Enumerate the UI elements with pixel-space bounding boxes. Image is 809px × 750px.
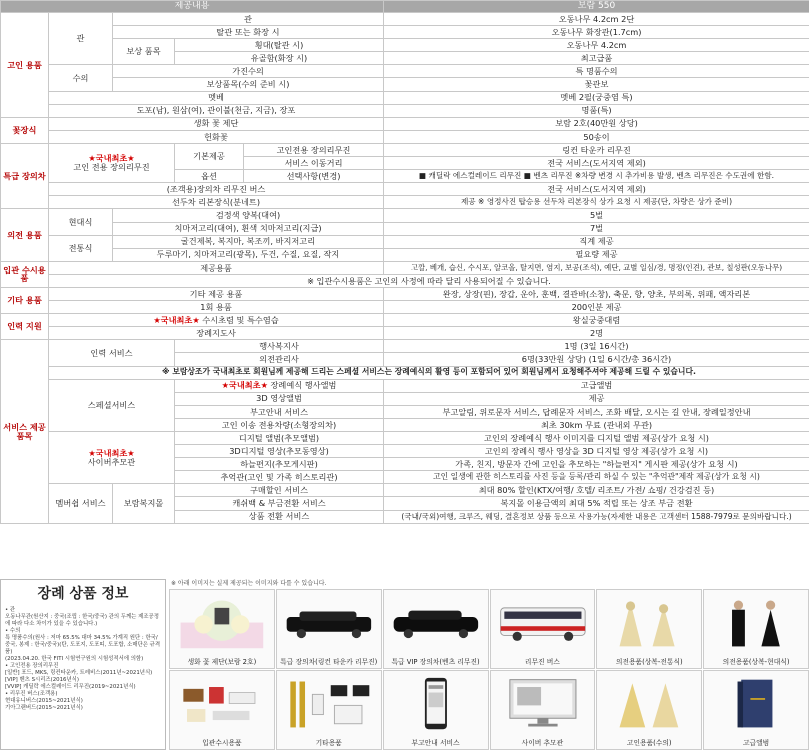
gallery-item	[169, 670, 275, 750]
shroud-icon	[603, 676, 695, 731]
row-label: 장례지도사	[49, 327, 384, 340]
row-value: 완장, 상장(핀), 장갑, 운아, 훈백, 결관바(소창), 축문, 향, 양초, 부의록, 위패, 액자리본	[384, 287, 809, 300]
row-value: 멧베 2필(궁중염 특)	[384, 91, 809, 104]
bottom-section	[0, 579, 809, 750]
row-label: 부고안내 서비스	[175, 405, 384, 418]
gallery-caption: 리무진 버스	[524, 658, 560, 666]
row-label: 선두차 리본장식(분네트)	[49, 196, 384, 209]
row-value: 링컨 타운카 리무진	[384, 143, 809, 156]
row-label-text: 수시초렴 및 특수염습	[199, 314, 279, 325]
gallery-item	[703, 670, 809, 750]
row-value: 50송이	[384, 130, 809, 143]
category-service: 서비스 제공품목	[1, 340, 49, 523]
row-value: 제공 ※ 영정사진 탑승용 선두차 리본장식 상가 요청 시 제공(단, 차량은 상가 준비)	[384, 196, 809, 209]
limousine-icon	[283, 595, 375, 650]
gallery-item	[596, 589, 702, 669]
flower-altar-icon	[176, 595, 268, 650]
table-row	[1, 432, 809, 445]
table-header	[1, 1, 809, 13]
row-value: 오동나무 화장관(1.7cm)	[384, 26, 809, 39]
row-value: 7벌	[384, 222, 809, 235]
row-label: 제공용품	[49, 261, 384, 274]
misc-supplies-icon	[283, 676, 375, 731]
gallery-caption: 사이버 추모관	[521, 739, 564, 747]
row-label: 도포(남), 원삼(여), 관이불(천금, 지금), 장포	[49, 104, 384, 117]
modern-mourning-icon	[710, 595, 802, 650]
sub-staffsvc: 인력 서비스	[49, 340, 175, 366]
row-label: (조객용)장의차 리무진 버스	[49, 183, 384, 196]
row-label	[49, 314, 384, 327]
table-row	[1, 26, 809, 39]
table-row	[1, 65, 809, 78]
row-label: 유골함(화장 시)	[175, 52, 384, 65]
row-label: 행사복지사	[175, 340, 384, 353]
gallery-note: ※ 아래 이미지는 실제 제공되는 이미지와 다를 수 있습니다.	[171, 580, 327, 587]
row-label: 두루마기, 치마저고리(광목), 두건, 수질, 요질, 작지	[113, 248, 384, 261]
table-row	[1, 327, 809, 340]
category-etc: 기타 용품	[1, 287, 49, 313]
row-value: 최초 30km 무료 (관내외 무관)	[384, 418, 809, 431]
row-label: 굴건제복, 복지마, 복조끼, 바지저고리	[113, 235, 384, 248]
gallery-item	[276, 670, 382, 750]
row-value: 특 명품수의	[384, 65, 809, 78]
table-row	[1, 78, 809, 91]
table-row	[1, 287, 809, 300]
gallery-caption: 생화 꽃 제단(보람 2호)	[187, 658, 257, 666]
gallery-item	[383, 670, 489, 750]
row-value: 명품(특)	[384, 104, 809, 117]
album-icon	[710, 676, 802, 731]
row-label: 관	[113, 13, 384, 26]
table-row	[1, 484, 809, 497]
gallery-item	[596, 670, 702, 750]
table-row	[1, 13, 809, 26]
sub-shroud: 수의	[49, 65, 113, 91]
category-staff: 인력 지원	[1, 314, 49, 340]
gallery-item	[490, 670, 596, 750]
sub-burial: 보상 품목	[113, 39, 175, 65]
gallery-item	[490, 589, 596, 669]
row-value: 고인의 장례예식 행사 이미지를 디지털 앨범 제공(상가 요청 시)	[384, 432, 809, 445]
row-value: 꽃관보	[384, 78, 809, 91]
table-row	[1, 314, 809, 327]
row-label	[175, 379, 384, 392]
gallery-caption: 의전용품(상복-전통식)	[615, 658, 683, 666]
row-value: 고인 일생에 관한 히스토리를 사진 등을 등록/관리 하실 수 있는 "추억관"제작 제공(상가 요청 시)	[384, 471, 809, 484]
row-value: (국내/국외)여행, 크루즈, 웨딩, 결혼정보 상품 등으로 사용가능(자세한 내용은 고객센터 1588-7979로 문의바랍니다.)	[384, 510, 809, 523]
sub-welfare: 보람복지몰	[113, 484, 175, 523]
phone-icon	[390, 676, 482, 731]
row-label: 추억관(고인 및 가족 히스토리관)	[175, 471, 384, 484]
row-value: 1명 (3일 16시간)	[384, 340, 809, 353]
sub-option: 옵션	[175, 170, 244, 183]
product-info-box	[0, 579, 166, 750]
row-label: 탈관 또는 화장 시	[113, 26, 384, 39]
gallery-caption: 기타용품	[315, 739, 342, 747]
category-deceased: 고인 용품	[1, 13, 49, 118]
traditional-mourning-icon	[603, 595, 695, 650]
category-flower: 꽃장식	[1, 117, 49, 143]
sub-member: 멤버쉽 서비스	[49, 484, 113, 523]
row-value: 2명	[384, 327, 809, 340]
gallery-caption: 의전용품(상복-현대식)	[722, 658, 790, 666]
row-label: 치마저고리(대여), 흰색 치마저고리(지급)	[113, 222, 384, 235]
table-row	[1, 222, 809, 235]
gallery-caption: 고인용품(수의)	[626, 739, 672, 747]
row-label: 디지털 앨범(추모앨범)	[175, 432, 384, 445]
row-value: 제공	[384, 392, 809, 405]
table-row	[1, 366, 809, 379]
category-entry: 입관 수시용품	[1, 261, 49, 287]
row-label: 생화 꽃 제단	[49, 117, 384, 130]
entry-note: ※ 입관수시용품은 고인의 사정에 따라 달리 사용되어질 수 있습니다.	[49, 274, 809, 287]
first-in-korea-mark: ★국내최초★	[153, 314, 200, 325]
row-label: 3D 영상앨범	[175, 392, 384, 405]
table-row	[1, 235, 809, 248]
table-row	[1, 301, 809, 314]
gallery-item	[169, 589, 275, 669]
special-note: ※ 보람상조가 국내최초로 회원님께 제공해 드리는 스페셜 서비스는 장례예식의 활영 등이 포함되어 있어 회원님께서 요청해주셔야 제공해 드릴 수 있습니다.	[49, 366, 809, 379]
row-value: 부고알림, 위로문자 서비스, 답례문자 서비스, 조화 배달, 오시는 길 안내, 장례일정안내	[384, 405, 809, 418]
gallery-item	[276, 589, 382, 669]
table-row	[1, 209, 809, 222]
gallery-caption: 입관수시용품	[202, 739, 242, 747]
category-mourner: 의전 용품	[1, 209, 49, 261]
category-vehicle: 특급 장의차	[1, 143, 49, 208]
row-label: 고인전용 장의리무진	[244, 143, 384, 156]
row-value: 최대 80% 할인(KTX/여행/ 호텔/ 리조트/ 가전/ 쇼핑/ 건강검진 등)	[384, 484, 809, 497]
row-label: 선택사항(변경)	[244, 170, 384, 183]
sub-limo	[49, 143, 175, 182]
row-label: 검정색 양복(대여)	[113, 209, 384, 222]
sub-special: 스페셜서비스	[49, 379, 175, 431]
row-value: 고깔, 베개, 습신, 수시포, 알코올, 탈지면, 염지, 보공(조석), 예단, 교별 일심/경, 명정(인견), 관보, 칠성판(오동나무)	[384, 261, 809, 274]
row-value: ■ 캐딜락 에스컬레이드 리무진 ■ 벤츠 리무진 ※차량 변경 시 추가비용 발생, 벤츠 리무진은 수도권에 한함.	[384, 170, 809, 183]
product-info-text: • 관 오동나무관(원산지 : 중국(조립 : 한국/중국) 관의 두께는 제조공정에 따라 다소 차이가 있을 수 있습니다.) • 수의 특 명품수의(원사 : 저마 65.5% 대마 34.5% 가계직 원단 : 한국/중국, 봉제 : 한국/중국)(탄, 도포지, 도포띠, 도포합, 소매단은 규격품) (2023.04.20. 한국 FITI 시험연구원의 시험성적서에 의함) • 고인전용 장의리무진 [일반] 포드, MKS, 링컨타운카, 트레비스(2011년~2021년식) [VIP] 벤츠 S시리즈(2016년식) [VVIP] 캐딜락 에스컬레이드 리무진(2019~2021년식) • 리무진 버스(조객용) 현대유니버스(2015~2021년식) 기아그랜버드(2015~2021년식)	[5, 607, 161, 712]
row-label: 고인 이송 전용차량(소형장의차)	[175, 418, 384, 431]
product-info-title: 장례 상품 정보	[37, 586, 129, 602]
table-row	[1, 130, 809, 143]
first-in-korea-mark: ★국내최초★	[221, 380, 268, 391]
table-row	[1, 104, 809, 117]
row-label: 의전관리사	[175, 353, 384, 366]
monitor-icon	[497, 676, 589, 731]
gallery-item	[703, 589, 809, 669]
header-content: 제공내용	[1, 1, 384, 13]
table-row	[1, 196, 809, 209]
row-label: 횡대(탈관 시)	[175, 39, 384, 52]
row-label: 헌화꽃	[49, 130, 384, 143]
table-row	[1, 261, 809, 274]
table-row	[1, 248, 809, 261]
row-label: 캐쉬백 & 부금전환 서비스	[175, 497, 384, 510]
row-value: 오동나무 4.2cm	[384, 39, 809, 52]
row-value: 최고급품	[384, 52, 809, 65]
row-label: 가진수의	[113, 65, 384, 78]
sub-coffin: 관	[49, 13, 113, 65]
sub-modern: 현대식	[49, 209, 113, 235]
row-value: 6명(33만원 상당) (1일 6시간/총 36시간)	[384, 353, 809, 366]
row-value: 복지몰 이용금액의 최대 5% 적립 또는 상조 부금 전환	[384, 497, 809, 510]
row-value: 직계 제공	[384, 235, 809, 248]
row-value: 오동나무 4.2cm 2단	[384, 13, 809, 26]
row-label-text: 장례예식 행사앨범	[267, 380, 337, 391]
table-row	[1, 183, 809, 196]
sub-traditional: 전통식	[49, 235, 113, 261]
header-product: 보람 550	[384, 1, 809, 13]
sub-basic: 기본제공	[175, 143, 244, 169]
row-label: 1회 용품	[49, 301, 384, 314]
table-row	[1, 91, 809, 104]
row-value: 전국 서비스(도서지역 제외)	[384, 157, 809, 170]
row-value: 고인의 장례식 행사 영상을 3D 디지털 영상 제공(상가 요청 시)	[384, 445, 809, 458]
row-value: 왕실궁중대렴	[384, 314, 809, 327]
table-row	[1, 117, 809, 130]
row-value: 5벌	[384, 209, 809, 222]
sub-limo-label: 고인 전용 장의리무진	[73, 162, 150, 173]
product-gallery	[169, 579, 809, 750]
first-in-korea-mark: ★국내최초★	[88, 153, 135, 164]
table-row	[1, 340, 809, 353]
table-row	[1, 143, 809, 156]
row-value: 200인분 제공	[384, 301, 809, 314]
row-label: 3D디지털 영상(추모동영상)	[175, 445, 384, 458]
sub-cyber-label: 사이버추모관	[87, 456, 136, 467]
gallery-caption: 부고안내 서비스	[411, 739, 460, 747]
gallery-grid	[169, 589, 809, 750]
gallery-item	[383, 589, 489, 669]
row-label: 구매할인 서비스	[175, 484, 384, 497]
row-value: 필요량 제공	[384, 248, 809, 261]
sub-cyber	[49, 432, 175, 484]
gallery-caption: 고급앨범	[742, 739, 770, 747]
table-row	[1, 274, 809, 287]
row-label: 기타 제공 용품	[49, 287, 384, 300]
row-value: 전국 서비스(도서지역 제외)	[384, 183, 809, 196]
row-label: 서비스 이동거리	[244, 157, 384, 170]
row-label: 상품 전환 서비스	[175, 510, 384, 523]
first-in-korea-mark: ★국내최초★	[88, 448, 135, 459]
row-label: 멧베	[49, 91, 384, 104]
row-value: 고급앨범	[384, 379, 809, 392]
limousine-icon	[390, 595, 482, 650]
gallery-caption: 특급 장의차(링컨 타운카 리무진)	[280, 658, 378, 666]
table-row	[1, 379, 809, 392]
row-label: 하늘편지(추모게시판)	[175, 458, 384, 471]
bus-icon	[497, 595, 589, 650]
row-value: 가족, 친지, 방문자 간에 고인을 추모하는 "하늘편지" 게시판 제공(상가 요청 시)	[384, 458, 809, 471]
table-row	[1, 39, 809, 52]
row-label: 보상품목(수의 준비 시)	[113, 78, 384, 91]
row-value: 보람 2호(40만원 상당)	[384, 117, 809, 130]
gallery-caption: 특급 VIP 장의차(벤츠 리무진)	[391, 658, 480, 666]
casket-supplies-icon	[176, 676, 268, 731]
